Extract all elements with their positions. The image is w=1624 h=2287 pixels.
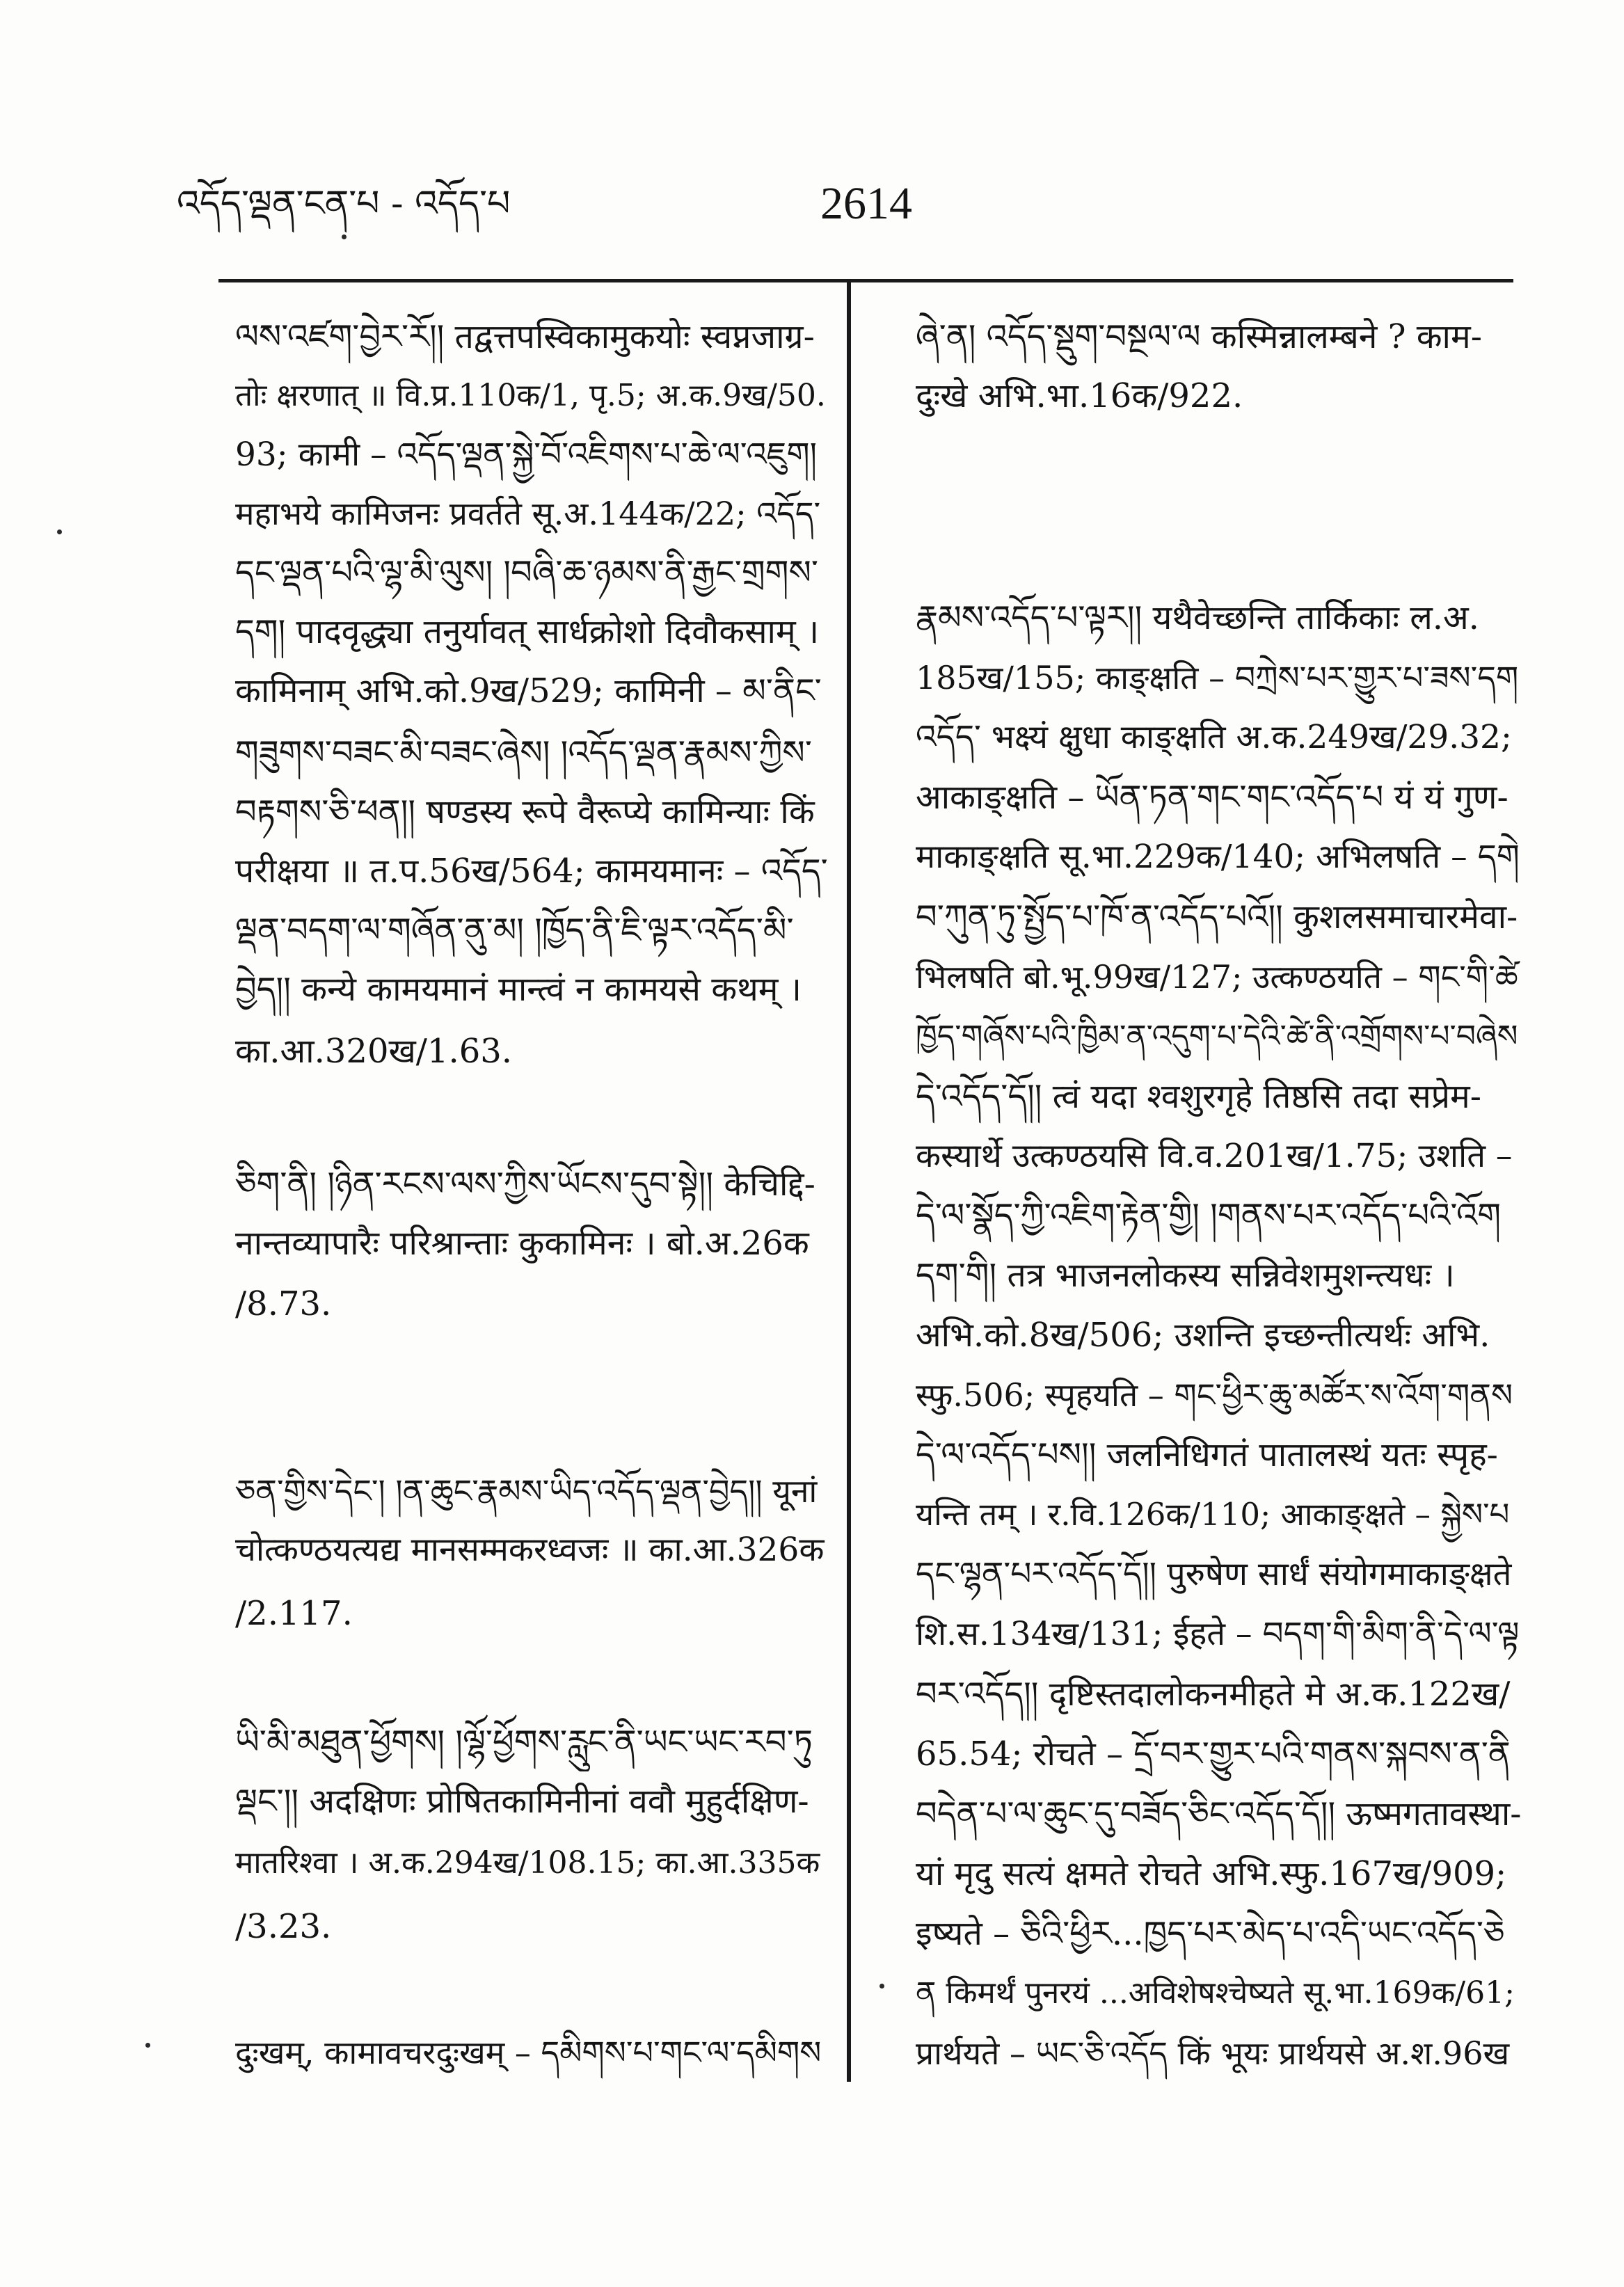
text-line: /8.73.: [235, 1284, 332, 1323]
text-line: ཡི་མི་མཐུན་ཕྱོགས། །ལྷོ་ཕྱོགས་རླུང་ནི་ཡང་ཡང་རབ་ཏུ: [235, 1723, 813, 1762]
entry-line: [192, 1344, 828, 1402]
text-line: भिलषति बो.भू.99ख/127; उत्कण्ठयति – གང་གི་ཚེ: [916, 958, 1518, 996]
text-line: नान्तव्यापारैः परिश्रान्ताः कुकामिनः । बो.अ.26क: [235, 1224, 809, 1263]
guide-words: འདོད་ལྡན་ངན་པ - འདོད་པ: [177, 183, 511, 225]
text-line: इष्यते – ཅིའི་ཕྱིར...ཁྱད་པར་མེད་པ་འདི་ཡང་འདོད་ཅེ: [916, 1914, 1505, 1953]
text-line: मातरिश्वा । अ.क.294ख/108.15; का.आ.335क: [235, 1845, 820, 1881]
text-line: दुःखे अभि.भा.16क/922.: [916, 376, 1243, 415]
scan-speck: [879, 1984, 884, 1989]
text-line: दुःखम्, कामावचरदुःखम् – དམིགས་པ་གང་ལ་དམིགས: [235, 2034, 822, 2071]
text-line: परीक्षया ॥ त.प.56ख/564; कामयमानः – འདོད་: [235, 852, 828, 891]
text-line: 65.54; रोचते – དྲོ་བར་གྱུར་པའི་གནས་སྐབས་ན་ནི: [916, 1735, 1511, 1774]
text-line: महाभये कामिजनः प्रवर्तते सू.अ.144क/22; འདོད་: [235, 495, 821, 532]
text-line: དག་གི། तत्र भाजनलोकस्य सन्निवेशमुशन्त्यधः ।: [916, 1256, 1455, 1295]
text-line: ལས་འཛག་བྱེར་རོ།། तद्वत्तपस्विकामुकयोः स्वप्नजाग्र-: [235, 317, 815, 356]
text-line: प्रार्थयते – ཡང་ཅི་འདོད किं भूयः प्रार्थयसे अ.श.96ख: [916, 2034, 1510, 2072]
text-line: चोत्कण्ठयत्यद्य मानसम्मकरध्वजः ॥ का.आ.326क: [235, 1531, 825, 1569]
text-line: དེ་འདོད་དོ།། त्वं यदा श्वशुरगृहे तिष्ठसि तदा सप्रेम-: [916, 1077, 1481, 1116]
entry-line: [192, 1654, 828, 1712]
entry-line: [192, 1096, 828, 1154]
text-line: ན किमर्थं पुनरयं ...अविशेषश्चेष्यते सू.भा.169क/61;: [916, 1975, 1515, 2011]
text-line: तोः क्षरणात् ॥ वि.प्र.110क/1, पृ.5; अ.क.9ख/50.: [235, 378, 826, 413]
text-line: /2.117.: [235, 1594, 353, 1633]
entry-line: [192, 1403, 828, 1461]
text-line: འདོད་ भक्ष्यं क्षुधा काङ्क्षति अ.क.249ख/29.32;: [916, 718, 1512, 756]
page-number: 2614: [820, 178, 912, 229]
text-line: ཁྱོད་གཞོས་པའི་ཁྱིམ་ན་འདུག་པ་དེའི་ཚེ་ནི་འགྲོགས་པ་བཞེས: [916, 1019, 1518, 1054]
scan-speck: [342, 234, 347, 239]
text-line: དག། पादवृद्ध्या तनुर्यावत् सार्धक्रोशो दिवौकसाम् ।: [235, 612, 820, 651]
text-line: དེ་ལ་འདོད་པས།། जलनिधिगतं पातालस्थं यतः स्पृह-: [916, 1435, 1498, 1474]
column-divider: [847, 280, 851, 2082]
text-line: ཅིག་ནི། །ཉིན་རངས་ལས་ཀྱིས་ཡོངས་དུབ་སྟེ།། केचिद्दि-: [235, 1165, 815, 1204]
text-line: བྱེད།། कन्ये कामयमानं मान्त्वं न कामयसे कथम् ।: [235, 970, 802, 1009]
header-rule: [218, 279, 1513, 282]
text-line: 185ख/155; काङ्क्षति – བཀྲེས་པར་གྱུར་པ་ཟས་དག: [916, 659, 1519, 696]
text-line: གཟུགས་བཟང་མི་བཟང་ཞེས། །འདོད་ལྡན་རྣམས་ཀྱིས་: [235, 733, 812, 772]
text-line: यां मृदु सत्यं क्षमते रोचते अभि.स्फु.167ख/909;: [916, 1854, 1507, 1893]
text-line: 93; कामी – འདོད་ལྡན་སྐྱེ་བོ་འཇིགས་པ་ཆེ་ལ་འཇུག།: [235, 436, 818, 474]
text-line: अभि.को.8ख/506; उशन्ति इच्छन्तीत्यर्थः अभि.: [916, 1316, 1490, 1355]
text-line: माकाङ्क्षति सू.भा.229क/140; अभिलषति – དགེ: [916, 838, 1520, 876]
entry-line: [883, 447, 1521, 506]
text-line: कस्यार्थे उत्कण्ठयसि वि.व.201ख/1.75; उशति –: [916, 1137, 1513, 1175]
entry-line: [192, 1961, 828, 2019]
text-line: ཅན་གྱིས་དེང་། །ན་ཆུང་རྣམས་ཡིད་འདོད་ལྡན་བྱེད།། यूनां: [235, 1472, 818, 1510]
scan-speck: [57, 529, 62, 534]
text-line: ལྡང་།། अदक्षिणः प्रोषितकामिनीनां ववौ मुहुर्दक्षिण-: [235, 1782, 809, 1821]
text-line: བ་ཀུན་ཏུ་སྤྱོད་པ་ཁོ་ན་འདོད་པའོ།། कुशलसमाचारमेवा-: [916, 898, 1518, 937]
scan-speck: [145, 2043, 150, 2048]
text-line: /3.23.: [235, 1907, 332, 1946]
text-line: བར་འདོད།། दृष्टिस्तदालोकनमीहते मे अ.क.122ख/: [916, 1675, 1511, 1714]
text-line: བདེན་པ་ལ་ཆུང་དུ་བཟོད་ཅིང་འདོད་དོ།། ऊष्मगतावस्था-: [916, 1794, 1521, 1833]
text-line: कामिनाम् अभि.को.9ख/529; कामिनी – མ་ནིང་: [235, 671, 822, 710]
text-line: རྣམས་འདོད་པ་ལྟར།། यथैवेच्छन्ति तार्किकाः ल.अ.: [916, 598, 1479, 637]
text-line: བརྟགས་ཅི་ཕན།། षण्डस्य रूपे वैरूप्ये कामिन्याः किं: [235, 792, 815, 831]
text-line: स्फु.506; स्पृहयति – གང་ཕྱིར་ཆུ་མཚོར་ས་འོག་གནས: [916, 1376, 1513, 1414]
text-line: आकाङ्क्षति – ཡོན་ཏན་གང་གང་འདོད་པ यं यं गुण-: [916, 778, 1508, 817]
text-line: का.आ.320ख/1.63.: [235, 1032, 513, 1071]
text-line: དང་ལྷན་པར་འདོད་དོ།། पुरुषेण सार्धं संयोगमाकाङ्क्षते: [916, 1555, 1512, 1593]
text-line: དང་ལྡན་པའི་ལྷ་མི་ལུས། །བཞི་ཆ་ཉམས་ནི་རྒྱང་གྲགས་: [235, 553, 818, 592]
text-line: यन्ति तम् । र.वि.126क/110; आकाङ्क्षते – སྐྱེས་པ: [916, 1496, 1510, 1533]
text-line: ཞེ་ན། འདོད་སྡུག་བསྔལ་ལ कस्मिन्नालम्बने ? काम-: [916, 317, 1482, 356]
entry-line: [883, 529, 1521, 587]
text-line: དེ་ལ་སྣོད་ཀྱི་འཇིག་རྟེན་གྱི། །གནས་པར་འདོད་པའི་འོག: [916, 1196, 1502, 1235]
text-line: ལྡན་བདག་ལ་གཞོན་ནུ་མ། །ཁྱོད་ནི་ཇི་ལྟར་འདོད་མི་: [235, 911, 794, 950]
text-line: शि.स.134ख/131; ईहते – བདག་གི་མིག་ནི་དེ་ལ་ལྟ: [916, 1615, 1520, 1653]
